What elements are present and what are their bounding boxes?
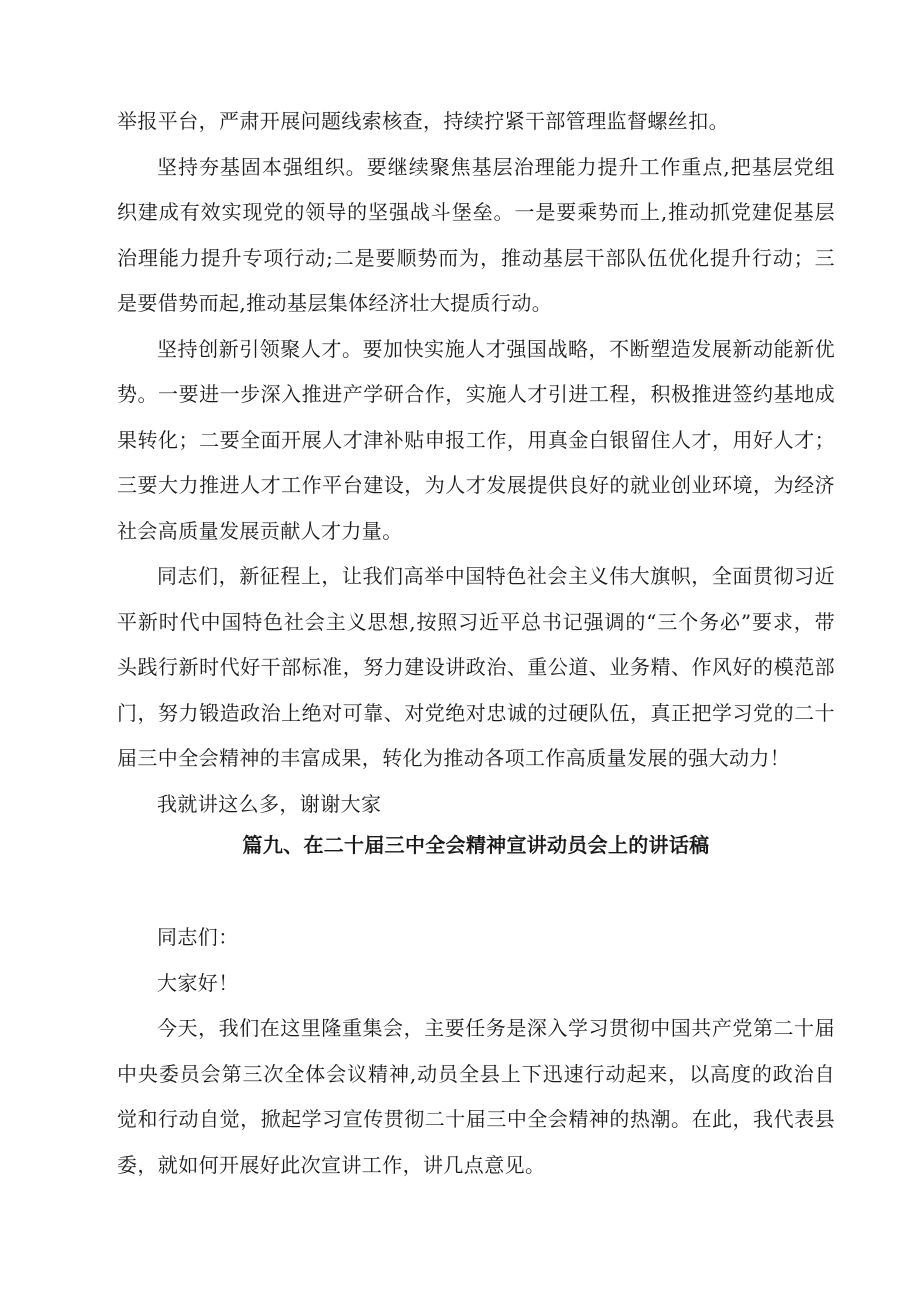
paragraph-talent: 坚持创新引领聚人才。要加快实施人才强国战略，不断塑造发展新动能新优势。一要进一步深入推进产学研合作，实施人才引进工程，积极推进签约基地成果转化；二要全面开展人才津补贴申报工作，用真金白银留住人才，用好人才；三要大力推进人才工作平台建设，为人才发展提供良好的就业创业环境，为经济社会高质量发展贡献人才力量。: [117, 336, 835, 543]
section-heading: 篇九、在二十届三中全会精神宣讲动员会上的讲话稿: [242, 833, 710, 857]
paragraph-organization: 坚持夯基固本强组织。要继续聚焦基层治理能力提升工作重点,把基层党组织建成有效实现党的领导的坚强战斗堡垒。一是要乘势而上,推动抓党建促基层治理能力提升专项行动;二是要顺势而为，推动基层干部队伍优化提升行动；三是要借势而起,推动基层集体经济壮大提质行动。: [117, 154, 835, 315]
body-text-bottom: [117, 915, 835, 1188]
paragraph-closing: 我就讲这么多，谢谢大家: [157, 791, 382, 816]
greeting: 大家好！: [157, 970, 239, 995]
paragraph-opening: 今天，我们在这里隆重集会，主要任务是深入学习贯彻中国共产党第二十届中央委员会第三次全体会议精神,动员全县上下迅速行动起来，以高度的政治自觉和行动自觉，掀起学习宣传贯彻二十届三中全会精神的热潮。在此，我代表县委，就如何开展好此次宣讲工作，讲几点意见。: [117, 1016, 835, 1177]
paragraph-continued: 举报平台，严肃开展问题线索核查，持续拧紧干部管理监督螺丝扣。: [117, 109, 729, 133]
salutation: 同志们：: [157, 925, 239, 949]
paragraph-conclusion: 同志们，新征程上，让我们高举中国特色社会主义伟大旗帜，全面贯彻习近平新时代中国特色社会主义思想,按照习近平总书记强调的“三个务必”要求，带头践行新时代好干部标准，努力建设讲政治、重公道、业务精、作风好的模范部门，努力锻造政治上绝对可靠、对党绝对忠诚的过硬队伍，真正把学习党的二十届三中全会精神的丰富成果，转化为推动各项工作高质量发展的强大动力！: [117, 564, 835, 770]
body-text-top: [117, 99, 835, 827]
